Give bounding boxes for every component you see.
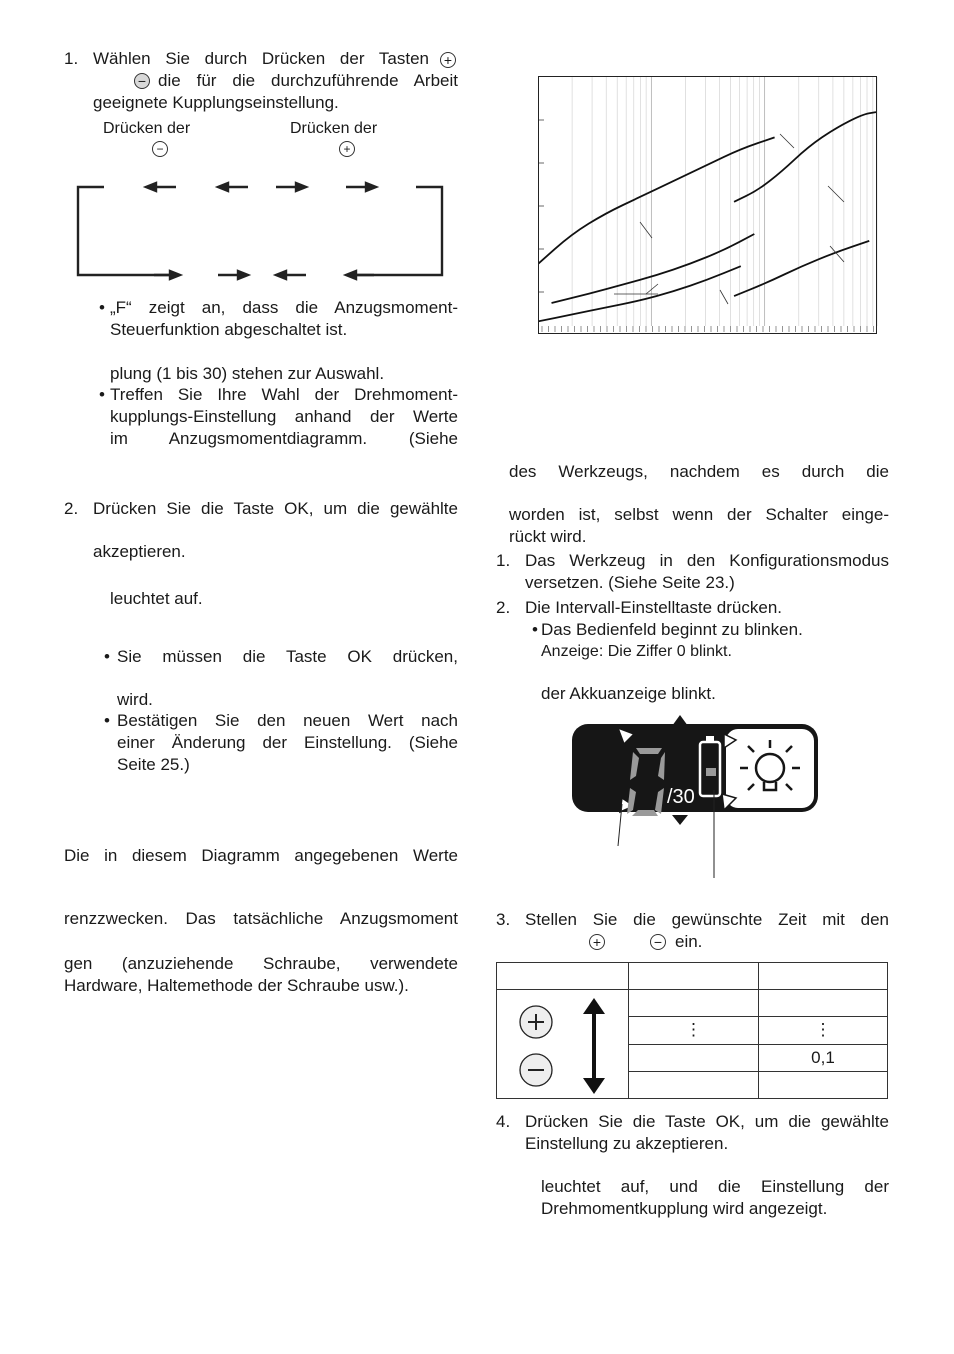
chart-series-line-4	[734, 112, 876, 202]
r-step2-number: 2.	[496, 598, 511, 617]
up-arrow-icon	[672, 715, 688, 726]
light-bulb-icon	[740, 740, 800, 790]
panel-graphics	[572, 712, 818, 828]
bullet3-line1: Treffen Sie Ihre Wahl der Drehmoment-	[110, 385, 458, 404]
chart-series	[538, 112, 876, 321]
r-step3-line2: ein.	[675, 932, 703, 951]
r-step3-line1: Stellen Sie die gewünschte Zeit mit den	[525, 910, 889, 929]
note-line3: gen (anzuziehende Schraube, verwendete	[64, 954, 458, 973]
step2-line2: akzeptieren.	[93, 542, 186, 561]
chart-frame	[539, 77, 877, 334]
r-step1-line1: Das Werkzeug in den Konfigurationsmodus	[525, 551, 889, 570]
bullet3-line2: kupplungs-Einstellung anhand der Werte	[110, 407, 458, 426]
r-step4-number: 4.	[496, 1112, 511, 1131]
plus-icon: +	[440, 52, 456, 68]
bullet1-line2: Steuerfunktion abgeschaltet ist.	[110, 320, 348, 339]
blink-marker-icon	[722, 794, 736, 810]
chart-series-line-2	[552, 234, 755, 303]
minus-icon: −	[152, 141, 168, 157]
bullet5-line3: Seite 25.)	[117, 755, 190, 774]
table-cell-value: 0,1	[759, 1044, 888, 1071]
plus-minus-graphic	[497, 990, 628, 1098]
bullet3-line3: im Anzugsmomentdiagramm. (Siehe	[110, 429, 458, 448]
para-line1: des Werkzeugs, nachdem es durch die	[509, 462, 889, 481]
bullet-dot: •	[99, 298, 105, 317]
bullet4-line1: Sie müssen die Taste OK drücken,	[117, 647, 458, 666]
r-step4-line4: Drehmomentkupplung wird angezeigt.	[541, 1199, 828, 1218]
chart-leader-lines	[614, 134, 844, 304]
step2-line3: leuchtet auf.	[110, 589, 203, 608]
r-step4-line3: leuchtet auf, und die Einstellung der	[541, 1177, 889, 1196]
down-arrow-icon	[672, 815, 688, 825]
r-step4-line2: Einstellung zu akzeptieren.	[525, 1134, 729, 1153]
bullet1-line1: „F“ zeigt an, dass die Anzugsmoment-	[110, 298, 458, 317]
label-press-plus: Drücken der	[290, 120, 378, 137]
step1-line3: geeignete Kupplungseinstellung.	[93, 93, 339, 112]
bullet-dot: •	[104, 647, 110, 666]
r-step4-line1: Drücken Sie die Taste OK, um die gewählte	[525, 1112, 889, 1131]
para-line3: rückt wird.	[509, 527, 587, 546]
r-step1-number: 1.	[496, 551, 511, 570]
clutch-sequence-diagram	[70, 178, 450, 282]
r-step2-line1: Die Intervall-Einstelltaste drücken.	[525, 598, 783, 617]
bullet-dot: •	[99, 385, 105, 404]
label-press-minus: Drücken der	[103, 120, 191, 137]
r-step1-line2: versetzen. (Siehe Seite 23.)	[525, 573, 735, 592]
minus-icon: −	[134, 73, 150, 89]
bullet4-line2: wird.	[117, 690, 153, 709]
plus-icon: +	[589, 934, 605, 950]
chart-series-line-1	[538, 137, 775, 264]
plus-minus-cell	[497, 990, 629, 1099]
max-value-label: /30	[667, 786, 695, 808]
digit-zero-display	[627, 748, 665, 816]
blink-marker-icon	[618, 728, 634, 744]
note-line1: Die in diesem Diagramm angegebenen Werte	[64, 846, 458, 865]
step1-line1: Wählen Sie durch Drücken der Tasten	[93, 49, 429, 68]
table-cell: ⋮	[629, 1017, 759, 1044]
interval-table	[496, 962, 888, 1099]
note-line4: Hardware, Haltemethode der Schraube usw.).	[64, 976, 409, 995]
para-line2: worden ist, selbst wenn der Schalter einge-	[509, 505, 889, 524]
r-step2-bullet-line3: der Akkuanzeige blinkt.	[541, 684, 716, 703]
bullet-dot: •	[532, 620, 538, 639]
step2-line1: Drücken Sie die Taste OK, um die gewählte	[93, 499, 458, 518]
up-down-arrow-icon	[583, 998, 605, 1094]
plus-icon: +	[339, 141, 355, 157]
r-step3-number: 3.	[496, 910, 511, 929]
bullet-dot: •	[104, 711, 110, 730]
step1-line2: die für die durchzuführende Arbeit	[158, 71, 458, 90]
step2-number: 2.	[64, 499, 79, 518]
r-step2-bullet-line1: Das Bedienfeld beginnt zu blinken.	[541, 620, 803, 639]
torque-chart	[538, 76, 878, 336]
note-line2: renzzwecken. Das tatsächliche Anzugsmoment	[64, 909, 458, 928]
chart-series-line-5	[734, 241, 869, 296]
table-cell: ⋮	[759, 1017, 888, 1044]
battery-icon	[700, 736, 720, 796]
bullet5-line2: einer Änderung der Einstellung. (Siehe	[117, 733, 458, 752]
minus-icon: −	[650, 934, 666, 950]
bullet5-line1: Bestätigen Sie den neuen Wert nach	[117, 711, 458, 730]
step1-number: 1.	[64, 49, 79, 68]
r-step2-bullet-line2: Anzeige: Die Ziffer 0 blinkt.	[541, 643, 732, 660]
blink-marker-icon	[724, 734, 736, 748]
bullet2-line1: plung (1 bis 30) stehen zur Auswahl.	[110, 364, 385, 383]
